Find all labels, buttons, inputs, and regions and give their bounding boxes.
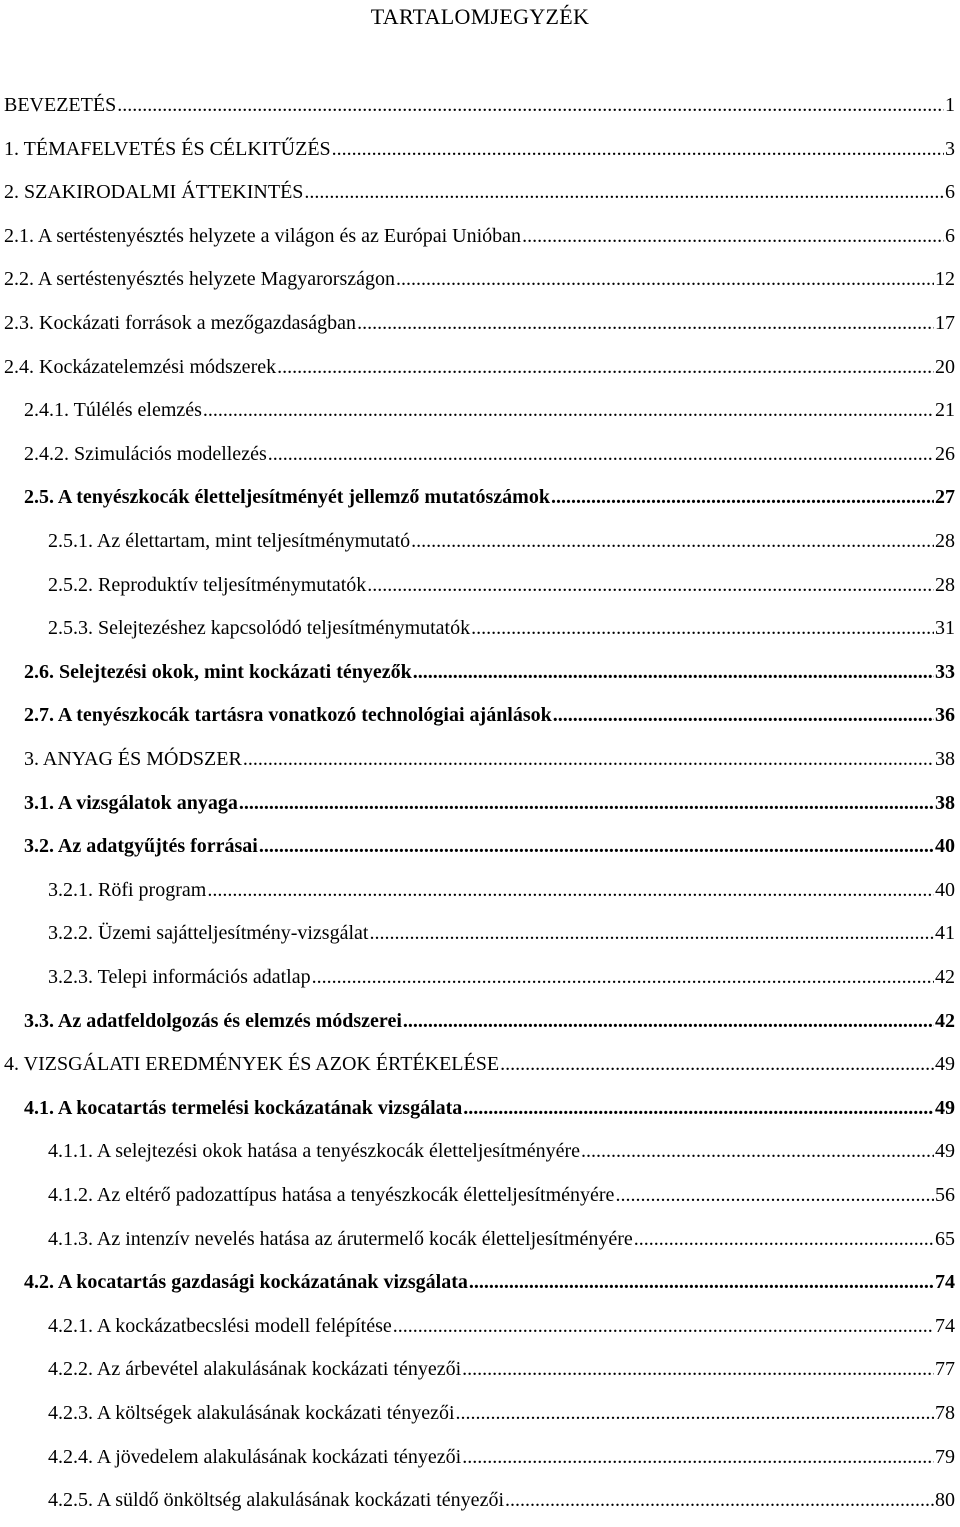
toc-entry[interactable] — [0, 922, 960, 952]
toc-entry[interactable] — [0, 1097, 960, 1127]
toc-entry[interactable] — [0, 1053, 960, 1083]
toc-entry-page-number: 31 — [935, 617, 955, 640]
toc-entry-title: 4.2.3. A költségek alakulásának kockázati tényezői — [48, 1402, 455, 1424]
toc-entry-title: 4.1.3. Az intenzív nevelés hatása az árutermelő kocák életteljesítményére — [48, 1227, 633, 1250]
toc-entry-title: 2.1. A sertéstenyésztés helyzete a világon és az Európai Unióban — [4, 224, 522, 247]
toc-entry-page-number: 38 — [935, 748, 955, 770]
dot-leader — [207, 879, 934, 902]
toc-entry[interactable] — [0, 661, 960, 691]
page-title: TARTALOMJEGYZÉK — [370, 4, 590, 29]
toc-entry-page-number: 3 — [945, 137, 955, 160]
dot-leader — [553, 704, 934, 727]
toc-entry-title: 2.5. A tenyészkocák életteljesítményét jellemző mutatószámok — [24, 486, 550, 509]
toc-entry-title: 1. TÉMAFELVETÉS ÉS CÉLKITŰZÉS — [4, 137, 331, 160]
toc-entry-page-number: 28 — [935, 573, 955, 596]
toc-entry[interactable] — [0, 1402, 960, 1432]
toc-entry-page-number: 12 — [935, 268, 955, 291]
dot-leader — [456, 1402, 934, 1425]
toc-entry[interactable] — [0, 1446, 960, 1476]
toc-entry-page-number: 28 — [935, 530, 955, 552]
dot-leader — [551, 486, 934, 509]
dot-leader — [259, 835, 934, 858]
dot-leader — [463, 1097, 934, 1120]
toc-entry-page-number: 56 — [935, 1184, 955, 1206]
toc-entry-title: 4.2.4. A jövedelem alakulásának kockázati tényezői — [48, 1445, 462, 1468]
toc-entry-title: 2. SZAKIRODALMI ÁTTEKINTÉS — [4, 181, 304, 204]
toc-entry-title: 2.3. Kockázati források a mezőgazdaságban — [4, 312, 357, 334]
toc-entry[interactable] — [0, 1271, 960, 1301]
dot-leader — [203, 399, 934, 422]
toc-entry[interactable] — [0, 443, 960, 473]
toc-entry[interactable] — [0, 1489, 960, 1519]
toc-entry-title: 2.2. A sertéstenyésztés helyzete Magyarországon — [4, 268, 395, 291]
dot-leader — [367, 574, 934, 597]
toc-entry-page-number: 65 — [935, 1227, 955, 1250]
toc-entry-title: 3.2.1. Röfi program — [48, 878, 207, 901]
toc-entry-title: 4.1.1. A selejtezési okok hatása a tenyészkocák életteljesítményére — [48, 1140, 581, 1163]
toc-entry-title: 2.7. A tenyészkocák tartásra vonatkozó technológiai ajánlások — [24, 704, 552, 727]
dot-leader — [393, 1315, 934, 1338]
dot-leader — [304, 181, 944, 204]
dot-leader — [522, 225, 944, 248]
toc-entry[interactable] — [0, 356, 960, 386]
toc-entry-page-number: 36 — [935, 704, 955, 727]
toc-entry-title: 2.6. Selejtezési okok, mint kockázati tényezők — [24, 660, 412, 683]
toc-entry[interactable] — [0, 879, 960, 909]
dot-leader — [500, 1053, 934, 1076]
dot-leader — [396, 268, 934, 291]
toc-entry[interactable] — [0, 1228, 960, 1258]
dot-leader — [243, 748, 934, 771]
toc-entry-title: BEVEZETÉS — [4, 94, 117, 116]
toc-entry-title: 3. ANYAG ÉS MÓDSZER — [24, 748, 242, 770]
toc-entry-title: 2.5.2. Reproduktív teljesítménymutatók — [48, 573, 367, 596]
dot-leader — [413, 661, 934, 684]
dot-leader — [505, 1489, 934, 1512]
toc-entry-page-number: 42 — [935, 966, 955, 988]
dot-leader — [469, 1271, 934, 1294]
toc-entry[interactable] — [0, 268, 960, 298]
toc-entry-title: 4.2.5. A süldő önköltség alakulásának kockázati tényezői — [48, 1489, 504, 1512]
dot-leader — [634, 1228, 934, 1251]
toc-entry-page-number: 42 — [935, 1009, 955, 1032]
dot-leader — [615, 1184, 934, 1207]
toc-entry-title: 4.2. A kocatartás gazdasági kockázatának vizsgálata — [24, 1271, 468, 1294]
dot-leader — [581, 1140, 934, 1163]
toc-entry[interactable] — [0, 1315, 960, 1345]
dot-leader — [239, 792, 934, 815]
toc-entry-page-number: 33 — [935, 660, 955, 683]
toc-entry-page-number: 26 — [935, 442, 955, 465]
dot-leader — [462, 1358, 934, 1381]
toc-entry[interactable] — [0, 312, 960, 342]
toc-entry[interactable] — [0, 704, 960, 734]
toc-entry-title: 4.2.2. Az árbevétel alakulásának kockázati tényezői — [48, 1358, 462, 1381]
toc-entry-page-number: 49 — [935, 1096, 955, 1119]
toc-entry[interactable] — [0, 792, 960, 822]
dot-leader — [369, 922, 934, 945]
toc-entry-page-number: 74 — [935, 1271, 955, 1294]
toc-entry-page-number: 17 — [935, 312, 955, 334]
toc-entry[interactable] — [0, 835, 960, 865]
toc-entry-page-number: 40 — [935, 878, 955, 901]
toc-entry-title: 3.2. Az adatgyűjtés forrásai — [24, 835, 258, 858]
toc-entry-page-number: 49 — [935, 1053, 955, 1076]
toc-entry-page-number: 21 — [935, 399, 955, 422]
toc-entry-page-number: 80 — [935, 1489, 955, 1512]
toc-entry-page-number: 77 — [935, 1358, 955, 1381]
dot-leader — [117, 94, 944, 117]
toc-entry-page-number: 78 — [935, 1402, 955, 1424]
toc-entry-page-number: 74 — [935, 1314, 955, 1337]
dot-leader — [462, 1446, 934, 1469]
dot-leader — [403, 1010, 934, 1033]
toc-entry-title: 3.2.2. Üzemi sajátteljesítmény-vizsgálat — [48, 922, 369, 945]
toc-entry-page-number: 40 — [935, 835, 955, 858]
toc-entry[interactable] — [0, 1184, 960, 1214]
toc-entry[interactable] — [0, 530, 960, 560]
toc-entry[interactable] — [0, 1358, 960, 1388]
toc-entry-page-number: 6 — [945, 181, 955, 204]
toc-entry[interactable] — [0, 486, 960, 516]
toc-entry[interactable] — [0, 399, 960, 429]
dot-leader — [332, 138, 944, 161]
toc-entry[interactable] — [0, 617, 960, 647]
toc-entry-title: 4.2.1. A kockázatbecslési modell felépítése — [48, 1314, 392, 1337]
toc-entry-title: 3.3. Az adatfeldolgozás és elemzés módszerei — [24, 1009, 402, 1032]
toc-entry-title: 4. VIZSGÁLATI EREDMÉNYEK ÉS AZOK ÉRTÉKELÉSE — [4, 1053, 500, 1076]
dot-leader — [268, 443, 934, 466]
toc-entry[interactable] — [0, 748, 960, 778]
toc-entry-title: 3.2.3. Telepi információs adatlap — [48, 966, 311, 988]
toc-entry-title: 4.1.2. Az eltérő padozattípus hatása a tenyészkocák életteljesítményére — [48, 1184, 615, 1206]
toc-entry[interactable] — [0, 225, 960, 255]
toc-entry[interactable] — [0, 966, 960, 996]
dot-leader — [277, 356, 934, 379]
dot-leader — [357, 312, 934, 335]
dot-leader — [471, 617, 934, 640]
toc-entry[interactable] — [0, 1140, 960, 1170]
toc-entry-page-number: 27 — [935, 486, 955, 509]
toc-entry-title: 2.4. Kockázatelemzési módszerek — [4, 355, 277, 378]
toc-entry-page-number: 20 — [935, 355, 955, 378]
toc-entry[interactable] — [0, 181, 960, 211]
toc-entry[interactable] — [0, 1010, 960, 1040]
dot-leader — [411, 530, 934, 553]
toc-entry-page-number: 6 — [945, 224, 955, 247]
toc-entry-title: 4.1. A kocatartás termelési kockázatának vizsgálata — [24, 1096, 463, 1119]
toc-entry-page-number: 38 — [935, 791, 955, 814]
toc-entry[interactable] — [0, 574, 960, 604]
toc-entry[interactable] — [0, 138, 960, 168]
toc-entry-title: 2.4.2. Szimulációs modellezés — [24, 442, 267, 465]
toc-entry-page-number: 1 — [945, 94, 955, 116]
toc-entry-title: 2.5.3. Selejtezéshez kapcsolódó teljesítménymutatók — [48, 617, 471, 640]
toc-entry-title: 2.5.1. Az élettartam, mint teljesítménymutató — [48, 530, 411, 552]
toc-entry-page-number: 41 — [935, 922, 955, 945]
toc-entry[interactable] — [0, 94, 960, 124]
toc-entry-page-number: 79 — [935, 1445, 955, 1468]
toc-entry-title: 2.4.1. Túlélés elemzés — [24, 399, 202, 422]
toc-entry-page-number: 49 — [935, 1140, 955, 1163]
toc-entry-title: 3.1. A vizsgálatok anyaga — [24, 791, 238, 814]
dot-leader — [312, 966, 934, 989]
